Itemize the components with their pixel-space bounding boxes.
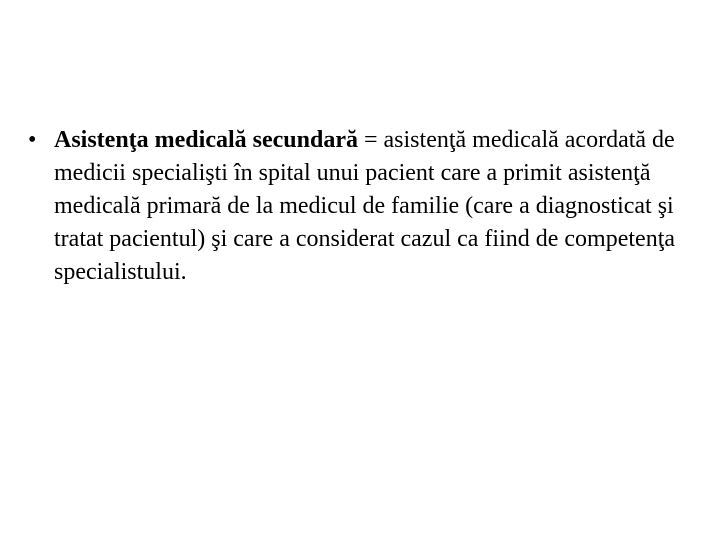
defined-term: Asistenţa medicală secundară [54, 127, 358, 153]
bullet-icon: • [28, 127, 37, 153]
definition-text: = asistenţă medicală acordată de medicii specialişti în spital unui pacient care a primit asistenţă medicală primară de la medicul de familie (care a diagnosticat şi tratat pacientul) şi care a considerat cazul ca fiind de competenţa specialistului. [54, 127, 676, 285]
bullet-item [24, 124, 700, 289]
bullet-list [24, 124, 700, 289]
